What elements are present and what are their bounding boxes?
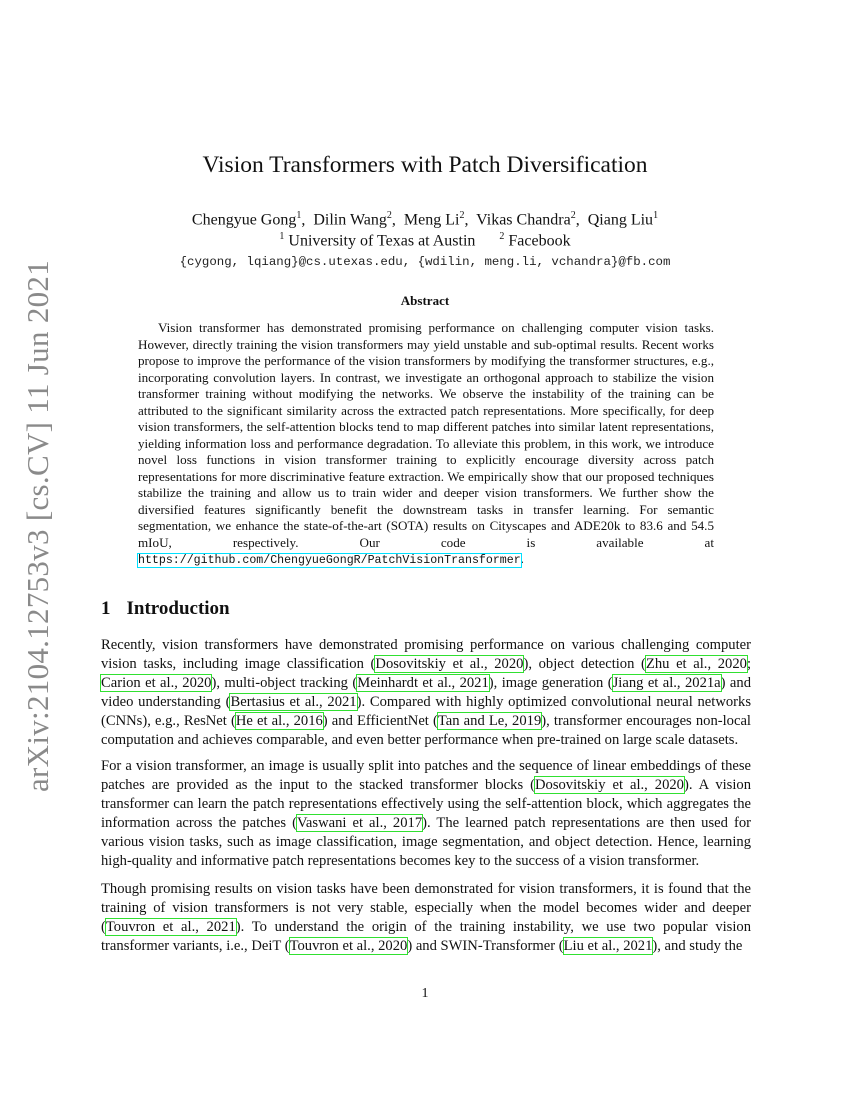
section-number: 1 (101, 598, 111, 619)
author-name: Meng Li (403, 211, 460, 229)
citation-link[interactable]: Zhu et al., 2020 (645, 656, 747, 672)
arxiv-side-identifier (20, 259, 55, 793)
citation-link[interactable]: He et al., 2016 (235, 713, 323, 729)
citation-link[interactable]: Vaswani et al., 2017 (297, 815, 423, 831)
citation-link[interactable]: Meinhardt et al., 2021 (357, 675, 489, 691)
intro-paragraph-2 (101, 757, 751, 871)
author-affiliation-mark: 1 (653, 210, 659, 221)
paragraph-text: ), image generation ( (488, 675, 613, 691)
author-name: Dilin Wang (313, 211, 387, 229)
affiliation-name: Facebook (504, 232, 571, 250)
citation-link[interactable]: Dosovitskiy et al., 2020 (534, 777, 684, 793)
paragraph-text: ). A vision transformer can learn the patch representations effectively using the self-attention block, which aggregates the information across the patches ( (101, 777, 752, 831)
paragraph-text: ), object detection ( (523, 656, 646, 672)
author-name: Vikas Chandra (476, 211, 571, 229)
paragraph-text: ). To understand the origin of the training instability, we use two popular vision transformer variants, i.e., DeiT ( (101, 919, 751, 954)
paragraph-text: Though promising results on vision tasks have been demonstrated for vision transformers, it is found that the training of vision transformers is not very stable, especially when the model becomes wider and deeper ( (101, 881, 751, 935)
intro-paragraph-3 (101, 880, 751, 956)
affiliation-mark: 2 (499, 231, 505, 242)
abstract-end: . (520, 551, 524, 566)
author-affiliation-mark: 1 (296, 210, 302, 221)
paragraph-text: ). Compared with highly optimized convolutional neural networks (CNNs), e.g., ResNet ( (101, 694, 752, 729)
citation-link[interactable]: Carion et al., 2020 (101, 675, 212, 691)
citation-link[interactable]: Touvron et al., 2020 (289, 938, 408, 954)
author-affiliation-mark: 2 (459, 210, 465, 221)
paragraph-text: For a vision transformer, an image is usually split into patches and the sequence of linear embeddings of these patches are provided as the input to the stacked transformer blocks ( (101, 758, 751, 793)
abstract-text: Vision transformer has demonstrated promising performance on challenging computer vision tasks. However, directly training the vision transformers may yield unstable and sub-optimal results. Recent works propose to improve the performance of the vision transformers by modifying the transformer structures, e.g., incorporating convolution layers. In contrast, we investigate an orthogonal approach to stabilize the vision transformer training without modifying the networks. We observe the instability of the training can be attributed to the significant similarity across the extracted patch representations. More specifically, for deep vision transformers, the self-attention blocks tend to map different patches into similar latent representations, yielding information loss and performance degradation. To alleviate this problem, in this work, we introduce novel loss functions in vision transformer training to explicitly encourage diversity across patch representations for more discriminative feature extraction. We empirically show that our proposed techniques stabilize the training and allow us to train wider and deeper vision transformers. We further show the diversified features significantly benefit the downstream tasks in transfer learning. For semantic segmentation, we enhance the state-of-the-art (SOTA) results on Cityscapes and ADE20k to 83.6 and 54.5 mIoU, respectively. Our code is available at (138, 320, 714, 550)
abstract-heading: Abstract (400, 293, 450, 308)
paragraph-text: ) and SWIN-Transformer ( (407, 938, 564, 954)
citation-link[interactable]: Tan and Le, 2019 (437, 713, 542, 729)
paragraph-text: ), and study the (652, 938, 743, 954)
page-number: 1 (421, 986, 429, 1001)
citation-link[interactable]: Jiang et al., 2021a (612, 675, 721, 691)
paragraph-text: ), transformer encourages non-local computation and achieves comparable, and even better performance when pre-trained on large scale datasets. (101, 713, 751, 748)
citation-link[interactable]: Touvron et al., 2021 (105, 919, 236, 935)
citation-link[interactable]: Liu et al., 2021 (563, 938, 653, 954)
author-name: Chengyue Gong (191, 211, 297, 229)
paragraph-text: ) and EfficientNet ( (322, 713, 438, 729)
citation-link[interactable]: Dosovitskiy et al., 2020 (375, 656, 524, 672)
paragraph-text: ). The learned patch representations are then used for various vision tasks, such as image classification, image segmentation, and object detection. Hence, learning high-quality and informative patch representations becomes key to the success of a vision transformer. (101, 815, 751, 869)
author-name: Qiang Liu (587, 211, 654, 229)
author-affiliation-mark: 2 (386, 210, 392, 221)
author-affiliation-mark: 2 (570, 210, 576, 221)
arxiv-identifier-text: arXiv:2104.12753v3 [cs.CV] 11 Jun 2021 (20, 259, 55, 793)
citation-link[interactable]: Bertasius et al., 2021 (230, 694, 357, 710)
affiliation-name: University of Texas at Austin (284, 232, 476, 250)
affiliations (0, 231, 850, 250)
author-emails: {cygong, lqiang}@cs.utexas.edu, {wdilin, meng.li, vchandra}@fb.com (179, 255, 671, 269)
affiliation-mark: 1 (279, 231, 285, 242)
author-list: Chengyue Gong$^1$, Dilin Wang$^2$, Meng Li$^2$, Vikas Chandra$^2$, Qiang Liu$^1$ (191, 210, 659, 229)
paper-title: Vision Transformers with Patch Diversification (202, 152, 648, 178)
section-title: Introduction (126, 598, 230, 619)
paragraph-text: Recently, vision transformers have demonstrated promising performance on various challenging computer vision tasks, including image classification ( (101, 637, 751, 672)
paragraph-text: ; (746, 656, 751, 672)
code-url-link[interactable]: https://github.com/ChengyueGongR/PatchVisionTransformer (138, 554, 521, 567)
paragraph-text: ), multi-object tracking ( (211, 675, 358, 691)
section-heading-introduction (101, 598, 230, 620)
abstract-body (138, 320, 714, 570)
paragraph-text: ) and video understanding ( (101, 675, 751, 710)
intro-paragraph-1 (101, 636, 751, 750)
